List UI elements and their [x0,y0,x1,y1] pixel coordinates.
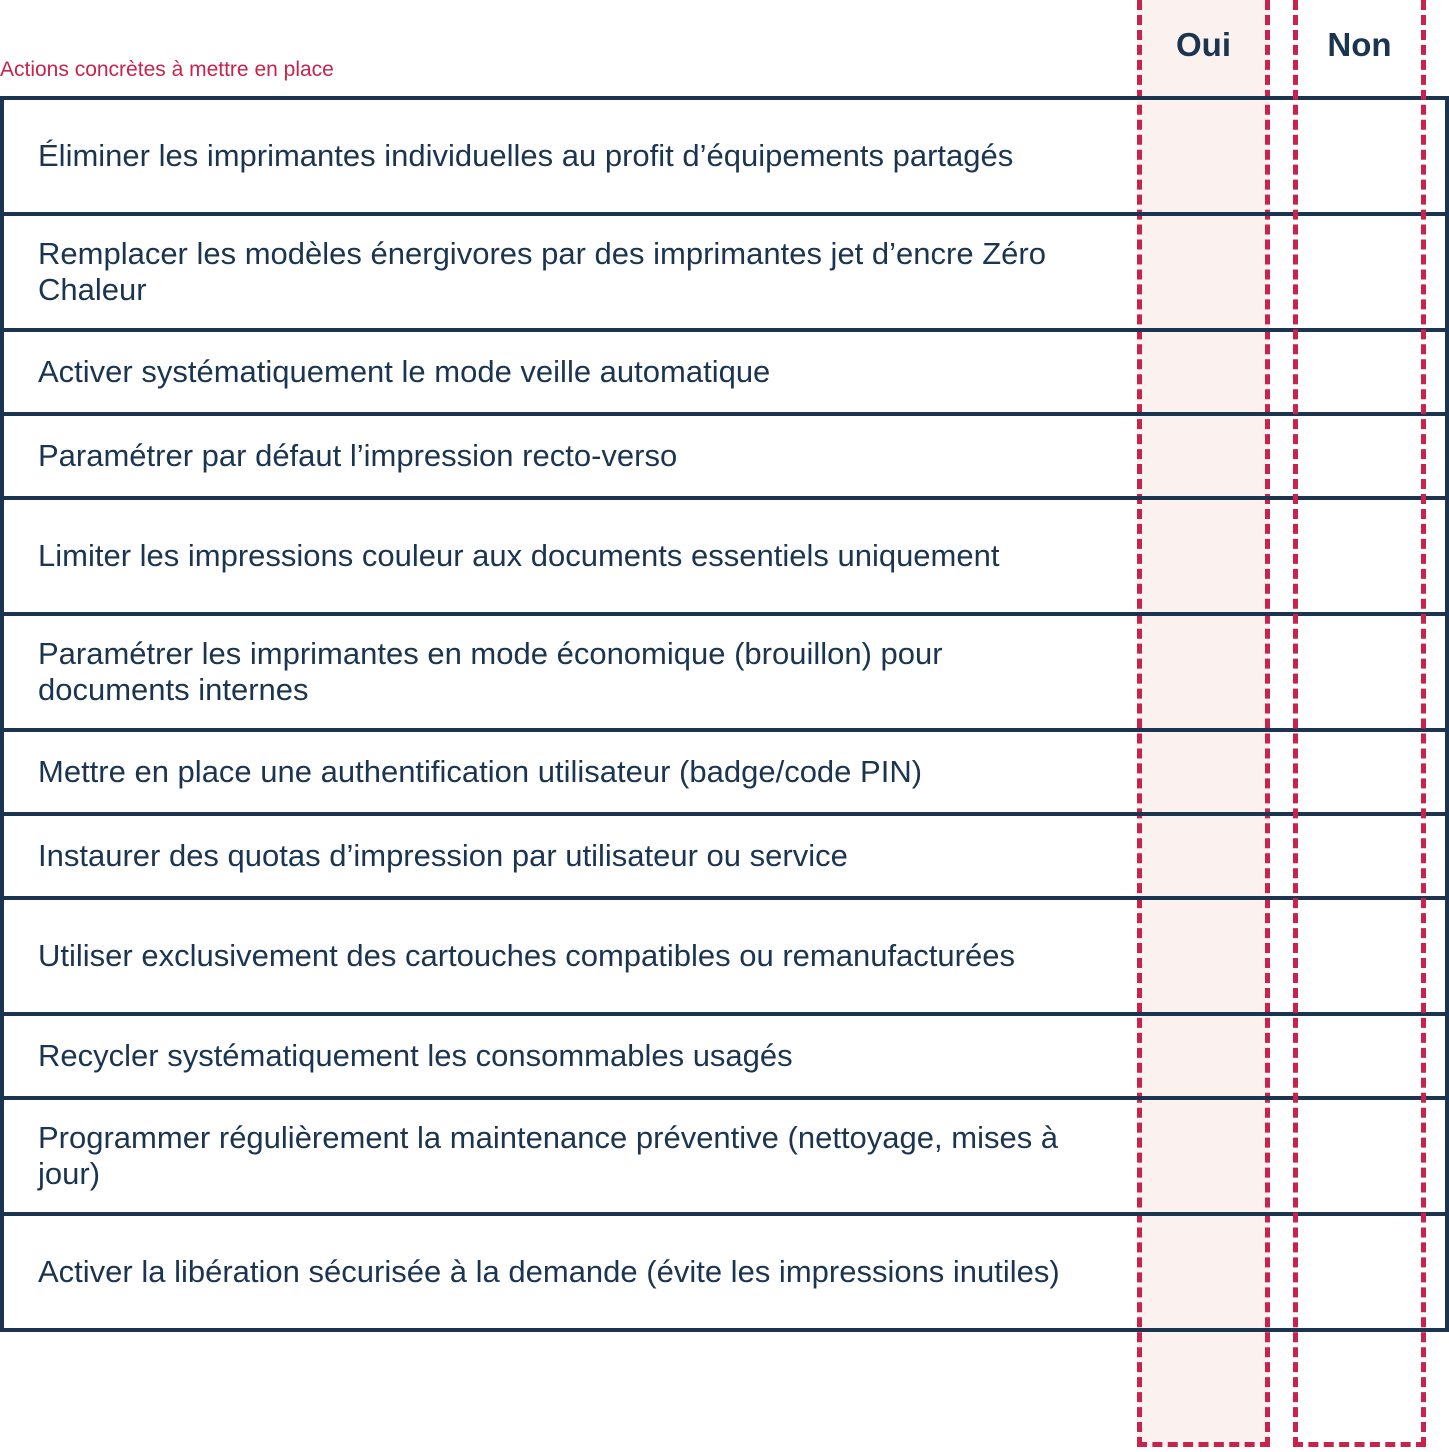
checkbox-oui[interactable] [1142,1100,1265,1212]
checkbox-oui[interactable] [1142,416,1265,496]
action-text: Paramétrer par défaut l’impression recto-verso [38,438,678,473]
checkbox-oui[interactable] [1142,732,1265,812]
checkbox-oui[interactable] [1142,900,1265,1012]
action-text: Recycler systématiquement les consommables usagés [38,1038,793,1073]
checkbox-oui[interactable] [1142,1016,1265,1096]
oui-column-header: Oui [1176,26,1231,63]
action-text: Éliminer les imprimantes individuelles au profit d’équipements partagés [38,138,1014,173]
action-text: Activer la libération sécurisée à la demande (évite les impressions inutiles) [38,1254,1060,1289]
checkbox-oui[interactable] [1142,1216,1265,1328]
checkbox-oui[interactable] [1142,216,1265,328]
checkbox-oui[interactable] [1142,500,1265,612]
non-column-header: Non [1327,26,1392,63]
checkbox-non[interactable] [1298,616,1421,728]
action-text: Paramétrer les imprimantes en mode économique (brouillon) pour documents internes [38,636,943,707]
action-text: Limiter les impressions couleur aux documents essentiels uniquement [38,538,1000,573]
checkbox-non[interactable] [1298,100,1421,212]
checkbox-non[interactable] [1298,1100,1421,1212]
checkbox-oui[interactable] [1142,616,1265,728]
checkbox-non[interactable] [1298,816,1421,896]
checkbox-non[interactable] [1298,732,1421,812]
checkbox-non[interactable] [1298,500,1421,612]
action-text: Remplacer les modèles énergivores par des imprimantes jet d’encre Zéro Chaleur [38,236,1046,307]
checkbox-non[interactable] [1298,900,1421,1012]
checkbox-oui[interactable] [1142,332,1265,412]
action-text: Activer systématiquement le mode veille automatique [38,354,771,389]
action-text: Programmer régulièrement la maintenance préventive (nettoyage, mises à jour) [38,1120,1059,1191]
checkbox-oui[interactable] [1142,816,1265,896]
action-text: Utiliser exclusivement des cartouches compatibles ou remanufacturées [38,938,1015,973]
checkbox-non[interactable] [1298,1216,1421,1328]
action-text: Instaurer des quotas d’impression par utilisateur ou service [38,838,848,873]
checkbox-oui[interactable] [1142,100,1265,212]
checkbox-non[interactable] [1298,1016,1421,1096]
action-text: Mettre en place une authentification utilisateur (badge/code PIN) [38,754,923,789]
checkbox-non[interactable] [1298,416,1421,496]
section-label: Actions concrètes à mettre en place [0,58,334,81]
checkbox-non[interactable] [1298,216,1421,328]
checkbox-non[interactable] [1298,332,1421,412]
